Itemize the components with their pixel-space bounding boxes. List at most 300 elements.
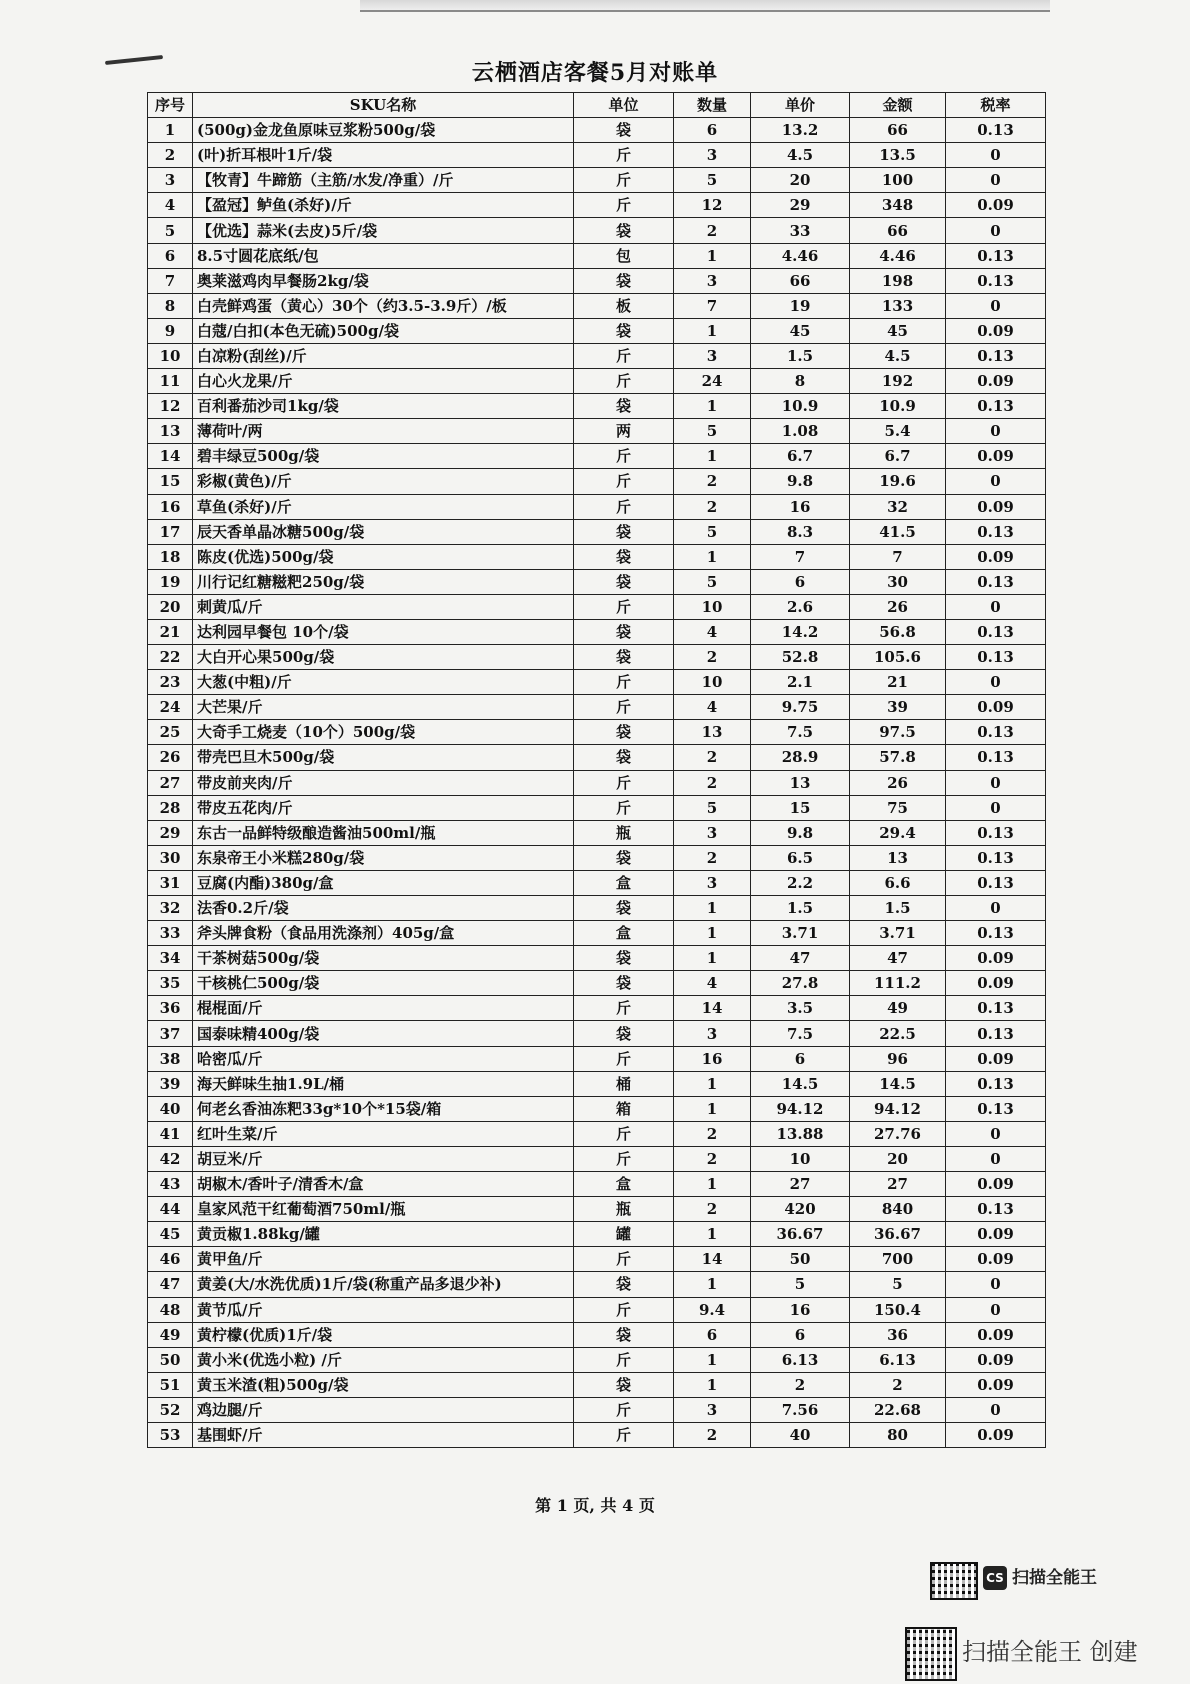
table-cell: 0.13	[946, 343, 1046, 368]
table-cell: 斤	[574, 1297, 674, 1322]
table-cell: 5	[674, 569, 751, 594]
table-cell: 1	[674, 896, 751, 921]
table-cell: 19	[751, 293, 850, 318]
table-cell: 9.4	[674, 1297, 751, 1322]
sku-name-cell: 白蔻/白扣(本色无硫)500g/袋	[193, 318, 574, 343]
table-cell: 75	[850, 795, 946, 820]
table-cell: 盒	[574, 870, 674, 895]
table-cell: 29.4	[850, 820, 946, 845]
table-cell: 袋	[574, 1272, 674, 1297]
table-cell: 12	[148, 394, 193, 419]
table-cell: 36.67	[751, 1222, 850, 1247]
table-cell: 14	[148, 444, 193, 469]
table-cell: 12	[674, 193, 751, 218]
table-row	[148, 594, 1046, 619]
table-row	[148, 845, 1046, 870]
table-cell: 1	[674, 921, 751, 946]
table-cell: 1	[674, 1071, 751, 1096]
table-cell: 0.13	[946, 619, 1046, 644]
table-cell: 30	[148, 845, 193, 870]
table-cell: 198	[850, 268, 946, 293]
table-body	[148, 118, 1046, 1448]
table-cell: 2	[674, 218, 751, 243]
table-cell: 0	[946, 168, 1046, 193]
table-cell: 40	[751, 1422, 850, 1447]
sku-name-cell: (叶)折耳根叶1斤/袋	[193, 143, 574, 168]
table-cell: 3.71	[850, 921, 946, 946]
table-cell: 0.13	[946, 1197, 1046, 1222]
table-cell: 0	[946, 795, 1046, 820]
sku-name-cell: 百利番茄沙司1kg/袋	[193, 394, 574, 419]
table-cell: 6.6	[850, 870, 946, 895]
table-row	[148, 770, 1046, 795]
table-cell: 5	[674, 519, 751, 544]
table-row	[148, 1297, 1046, 1322]
table-cell: 3	[674, 343, 751, 368]
table-cell: 94.12	[850, 1096, 946, 1121]
table-header-row	[148, 93, 1046, 118]
sku-name-cell: 东古一品鲜特级酿造酱油500ml/瓶	[193, 820, 574, 845]
table-cell: 3	[674, 870, 751, 895]
table-cell: 斤	[574, 1347, 674, 1372]
table-row	[148, 1322, 1046, 1347]
table-cell: 80	[850, 1422, 946, 1447]
table-cell: 0.09	[946, 494, 1046, 519]
table-cell: 袋	[574, 645, 674, 670]
table-cell: 41	[148, 1121, 193, 1146]
table-cell: 35	[148, 971, 193, 996]
table-cell: 4	[148, 193, 193, 218]
table-cell: 1	[148, 118, 193, 143]
table-cell: 两	[574, 419, 674, 444]
table-cell: 10	[674, 670, 751, 695]
table-cell: 57.8	[850, 745, 946, 770]
table-cell: 2	[674, 1121, 751, 1146]
table-cell: 1	[674, 946, 751, 971]
table-cell: 袋	[574, 1021, 674, 1046]
table-cell: 斤	[574, 770, 674, 795]
table-row	[148, 921, 1046, 946]
sku-name-cell: 川行记红糖糍粑250g/袋	[193, 569, 574, 594]
table-cell: 44	[148, 1197, 193, 1222]
table-cell: 0.13	[946, 1021, 1046, 1046]
table-cell: 0.13	[946, 519, 1046, 544]
table-cell: 105.6	[850, 645, 946, 670]
table-cell: 26	[850, 770, 946, 795]
table-cell: 7	[674, 293, 751, 318]
table-cell: 4.46	[751, 243, 850, 268]
table-cell: 斤	[574, 343, 674, 368]
table-row	[148, 544, 1046, 569]
table-row	[148, 1247, 1046, 1272]
table-cell: 8	[148, 293, 193, 318]
table-cell: 4	[674, 971, 751, 996]
table-cell: 4.46	[850, 243, 946, 268]
table-cell: 0	[946, 218, 1046, 243]
table-cell: 6	[751, 569, 850, 594]
header-cell: SKU名称	[193, 93, 574, 118]
sku-name-cell: 豆腐(内酯)380g/盒	[193, 870, 574, 895]
table-cell: 45	[751, 318, 850, 343]
table-cell: 0.13	[946, 1071, 1046, 1096]
table-cell: 袋	[574, 1322, 674, 1347]
table-cell: 0.13	[946, 569, 1046, 594]
table-cell: 32	[148, 896, 193, 921]
table-cell: 14	[674, 1247, 751, 1272]
table-cell: 0.13	[946, 645, 1046, 670]
table-cell: 盒	[574, 921, 674, 946]
table-cell: 49	[148, 1322, 193, 1347]
table-row	[148, 1121, 1046, 1146]
table-cell: 8.3	[751, 519, 850, 544]
sku-name-cell: 彩椒(黄色)/斤	[193, 469, 574, 494]
table-cell: 2	[674, 1422, 751, 1447]
sku-name-cell: 白心火龙果/斤	[193, 369, 574, 394]
table-cell: 0	[946, 1146, 1046, 1171]
table-cell: 斤	[574, 1146, 674, 1171]
table-row	[148, 1372, 1046, 1397]
table-cell: 斤	[574, 1046, 674, 1071]
table-cell: 66	[850, 218, 946, 243]
table-row	[148, 519, 1046, 544]
sku-name-cell: 干茶树菇500g/袋	[193, 946, 574, 971]
table-cell: 45	[850, 318, 946, 343]
sku-name-cell: 皇家风范干红葡萄酒750ml/瓶	[193, 1197, 574, 1222]
table-cell: 3.71	[751, 921, 850, 946]
table-cell: 25	[148, 720, 193, 745]
table-cell: 袋	[574, 845, 674, 870]
table-cell: 0	[946, 419, 1046, 444]
table-cell: 20	[850, 1146, 946, 1171]
table-cell: 盒	[574, 1172, 674, 1197]
table-cell: 袋	[574, 569, 674, 594]
table-cell: 0.09	[946, 1347, 1046, 1372]
table-cell: 27	[850, 1172, 946, 1197]
table-cell: 斤	[574, 695, 674, 720]
table-cell: 袋	[574, 946, 674, 971]
table-cell: 1	[674, 544, 751, 569]
table-cell: 斤	[574, 594, 674, 619]
table-cell: 0.13	[946, 1096, 1046, 1121]
table-cell: 150.4	[850, 1297, 946, 1322]
table-cell: 9.8	[751, 469, 850, 494]
sku-name-cell: 辰天香单晶冰糖500g/袋	[193, 519, 574, 544]
table-cell: 50	[148, 1347, 193, 1372]
sku-name-cell: 【优选】蒜米(去皮)5斤/袋	[193, 218, 574, 243]
sku-name-cell: 红叶生菜/斤	[193, 1121, 574, 1146]
header-cell: 单位	[574, 93, 674, 118]
table-cell: 0.09	[946, 1422, 1046, 1447]
table-cell: 0	[946, 1121, 1046, 1146]
table-cell: 1	[674, 1372, 751, 1397]
table-cell: 51	[148, 1372, 193, 1397]
table-cell: 斤	[574, 193, 674, 218]
sku-name-cell: 大葱(中粗)/斤	[193, 670, 574, 695]
sku-name-cell: 干核桃仁500g/袋	[193, 971, 574, 996]
table-cell: 11	[148, 369, 193, 394]
table-cell: 0	[946, 1397, 1046, 1422]
table-cell: 斤	[574, 996, 674, 1021]
table-cell: 27	[148, 770, 193, 795]
table-cell: 22	[148, 645, 193, 670]
table-cell: 22.5	[850, 1021, 946, 1046]
table-cell: 0	[946, 1272, 1046, 1297]
table-row	[148, 218, 1046, 243]
sku-name-cell: 达利园早餐包 10个/袋	[193, 619, 574, 644]
sku-name-cell: 8.5寸圆花底纸/包	[193, 243, 574, 268]
table-cell: 23	[148, 670, 193, 695]
table-cell: 5.4	[850, 419, 946, 444]
table-cell: 13	[751, 770, 850, 795]
table-cell: 7	[850, 544, 946, 569]
sku-name-cell: 黄姜(大/水洗优质)1斤/袋(称重产品多退少补)	[193, 1272, 574, 1297]
scanner-badge-text: 扫描全能王	[1012, 1568, 1097, 1588]
table-cell: 97.5	[850, 720, 946, 745]
sku-name-cell: 黄柠檬(优质)1斤/袋	[193, 1322, 574, 1347]
table-cell: 111.2	[850, 971, 946, 996]
sku-name-cell: 大白开心果500g/袋	[193, 645, 574, 670]
sku-name-cell: 国泰味精400g/袋	[193, 1021, 574, 1046]
sku-name-cell: 法香0.2斤/袋	[193, 896, 574, 921]
table-row	[148, 795, 1046, 820]
table-cell: 斤	[574, 168, 674, 193]
table-cell: 6	[674, 1322, 751, 1347]
table-cell: 2	[850, 1372, 946, 1397]
table-cell: 36.67	[850, 1222, 946, 1247]
table-cell: 袋	[574, 1372, 674, 1397]
table-cell: 41.5	[850, 519, 946, 544]
table-cell: 37	[148, 1021, 193, 1046]
qr-code-icon	[905, 1627, 957, 1681]
table-cell: 14	[674, 996, 751, 1021]
table-cell: 29	[148, 820, 193, 845]
table-cell: 袋	[574, 745, 674, 770]
table-cell: 0.09	[946, 544, 1046, 569]
table-cell: 0.13	[946, 118, 1046, 143]
table-cell: 13	[850, 845, 946, 870]
table-cell: 3	[674, 268, 751, 293]
table-cell: 0.09	[946, 1172, 1046, 1197]
sku-name-cell: 草鱼(杀好)/斤	[193, 494, 574, 519]
sku-name-cell: 大奇手工烧麦（10个）500g/袋	[193, 720, 574, 745]
table-cell: 16	[148, 494, 193, 519]
table-cell: 桶	[574, 1071, 674, 1096]
table-row	[148, 1197, 1046, 1222]
table-cell: 0	[946, 293, 1046, 318]
table-cell: 袋	[574, 720, 674, 745]
table-cell: 2	[674, 469, 751, 494]
table-row	[148, 444, 1046, 469]
table-row	[148, 670, 1046, 695]
table-cell: 13.2	[751, 118, 850, 143]
table-cell: 16	[751, 1297, 850, 1322]
table-row	[148, 1347, 1046, 1372]
table-cell: 13.5	[850, 143, 946, 168]
sku-name-cell: 黄节瓜/斤	[193, 1297, 574, 1322]
sku-name-cell: 陈皮(优选)500g/袋	[193, 544, 574, 569]
table-cell: 0.13	[946, 820, 1046, 845]
table-row	[148, 118, 1046, 143]
qr-code-icon	[930, 1562, 978, 1600]
sku-name-cell: 鸡边腿/斤	[193, 1397, 574, 1422]
table-cell: 袋	[574, 896, 674, 921]
table-cell: 0.09	[946, 1222, 1046, 1247]
sku-name-cell: 哈密瓜/斤	[193, 1046, 574, 1071]
table-cell: 15	[751, 795, 850, 820]
table-cell: 24	[674, 369, 751, 394]
sku-name-cell: 带皮前夹肉/斤	[193, 770, 574, 795]
table-cell: 5	[674, 419, 751, 444]
table-cell: 66	[850, 118, 946, 143]
scanner-watermark-text: 扫描全能王 创建	[962, 1638, 1138, 1666]
sku-name-cell: 【盈冠】鲈鱼(杀好)/斤	[193, 193, 574, 218]
table-cell: 2	[674, 745, 751, 770]
table-cell: 46	[148, 1247, 193, 1272]
table-cell: 1	[674, 1096, 751, 1121]
table-cell: 6	[751, 1046, 850, 1071]
table-cell: 133	[850, 293, 946, 318]
table-cell: 17	[148, 519, 193, 544]
table-cell: 24	[148, 695, 193, 720]
table-row	[148, 369, 1046, 394]
table-cell: 1	[674, 1347, 751, 1372]
sku-name-cell: 带皮五花肉/斤	[193, 795, 574, 820]
table-cell: 7	[148, 268, 193, 293]
table-cell: 7.5	[751, 720, 850, 745]
header-cell: 金额	[850, 93, 946, 118]
table-cell: 0.09	[946, 1247, 1046, 1272]
sku-name-cell: 黄贡椒1.88kg/罐	[193, 1222, 574, 1247]
table-row	[148, 1222, 1046, 1247]
table-row	[148, 1046, 1046, 1071]
table-cell: 0.09	[946, 1046, 1046, 1071]
table-row	[148, 1272, 1046, 1297]
table-cell: 包	[574, 243, 674, 268]
table-cell: 2	[751, 1372, 850, 1397]
table-row	[148, 469, 1046, 494]
table-cell: 斤	[574, 369, 674, 394]
table-cell: 32	[850, 494, 946, 519]
table-cell: 6.5	[751, 845, 850, 870]
table-cell: 8	[751, 369, 850, 394]
table-row	[148, 720, 1046, 745]
table-cell: 0.13	[946, 845, 1046, 870]
table-row	[148, 820, 1046, 845]
table-cell: 19	[148, 569, 193, 594]
table-cell: 2	[674, 645, 751, 670]
sku-name-cell: 带壳巴旦木500g/袋	[193, 745, 574, 770]
table-cell: 840	[850, 1197, 946, 1222]
table-row	[148, 1021, 1046, 1046]
table-row	[148, 168, 1046, 193]
table-row	[148, 394, 1046, 419]
sku-name-cell: 棍棍面/斤	[193, 996, 574, 1021]
table-cell: 49	[850, 996, 946, 1021]
table-cell: 0	[946, 143, 1046, 168]
table-cell: 14.5	[751, 1071, 850, 1096]
header-cell: 数量	[674, 93, 751, 118]
sku-name-cell: 刺黄瓜/斤	[193, 594, 574, 619]
table-row	[148, 1397, 1046, 1422]
table-cell: 27.8	[751, 971, 850, 996]
table-cell: 0.09	[946, 1372, 1046, 1397]
table-cell: 0	[946, 670, 1046, 695]
table-cell: 31	[148, 870, 193, 895]
table-cell: 10.9	[751, 394, 850, 419]
sku-name-cell: 白壳鲜鸡蛋（黄心）30个（约3.5-3.9斤）/板	[193, 293, 574, 318]
table-cell: 30	[850, 569, 946, 594]
table-cell: 39	[148, 1071, 193, 1096]
table-cell: 192	[850, 369, 946, 394]
table-cell: 斤	[574, 494, 674, 519]
sku-name-cell: 何老幺香油冻粑33g*10个*15袋/箱	[193, 1096, 574, 1121]
table-row	[148, 1422, 1046, 1447]
table-cell: 2	[674, 1146, 751, 1171]
table-row	[148, 619, 1046, 644]
table-cell: 斤	[574, 1397, 674, 1422]
table-cell: 10.9	[850, 394, 946, 419]
table-cell: 0	[946, 469, 1046, 494]
table-cell: 0.09	[946, 946, 1046, 971]
table-cell: 47	[751, 946, 850, 971]
table-cell: 15	[148, 469, 193, 494]
table-cell: 38	[148, 1046, 193, 1071]
table-cell: 45	[148, 1222, 193, 1247]
table-cell: 1.5	[850, 896, 946, 921]
table-cell: 斤	[574, 1247, 674, 1272]
table-cell: 斤	[574, 795, 674, 820]
table-cell: 袋	[574, 394, 674, 419]
table-cell: 4	[674, 619, 751, 644]
table-cell: 47	[850, 946, 946, 971]
sku-name-cell: 大芒果/斤	[193, 695, 574, 720]
table-cell: 1.5	[751, 343, 850, 368]
table-cell: 13	[674, 720, 751, 745]
table-cell: 19.6	[850, 469, 946, 494]
table-cell: 斤	[574, 670, 674, 695]
table-cell: 50	[751, 1247, 850, 1272]
table-cell: 2	[674, 845, 751, 870]
table-row	[148, 896, 1046, 921]
sku-name-cell: 碧丰绿豆500g/袋	[193, 444, 574, 469]
table-cell: 36	[148, 996, 193, 1021]
table-cell: 16	[751, 494, 850, 519]
table-cell: 0.13	[946, 745, 1046, 770]
table-cell: 0	[946, 594, 1046, 619]
table-cell: 3	[148, 168, 193, 193]
table-cell: 4	[674, 695, 751, 720]
table-cell: 22.68	[850, 1397, 946, 1422]
table-cell: 28	[148, 795, 193, 820]
table-row	[148, 293, 1046, 318]
camscanner-logo-icon: CS	[983, 1566, 1007, 1590]
table-cell: 0.09	[946, 318, 1046, 343]
table-cell: 5	[674, 168, 751, 193]
table-row	[148, 996, 1046, 1021]
table-cell: 0.09	[946, 971, 1046, 996]
table-cell: 2	[674, 1197, 751, 1222]
header-cell: 序号	[148, 93, 193, 118]
table-row	[148, 1172, 1046, 1197]
table-cell: 18	[148, 544, 193, 569]
table-row	[148, 971, 1046, 996]
table-row	[148, 243, 1046, 268]
sku-name-cell: (500g)金龙鱼原味豆浆粉500g/袋	[193, 118, 574, 143]
table-cell: 斤	[574, 444, 674, 469]
table-row	[148, 268, 1046, 293]
table-cell: 26	[148, 745, 193, 770]
table-cell: 5	[850, 1272, 946, 1297]
